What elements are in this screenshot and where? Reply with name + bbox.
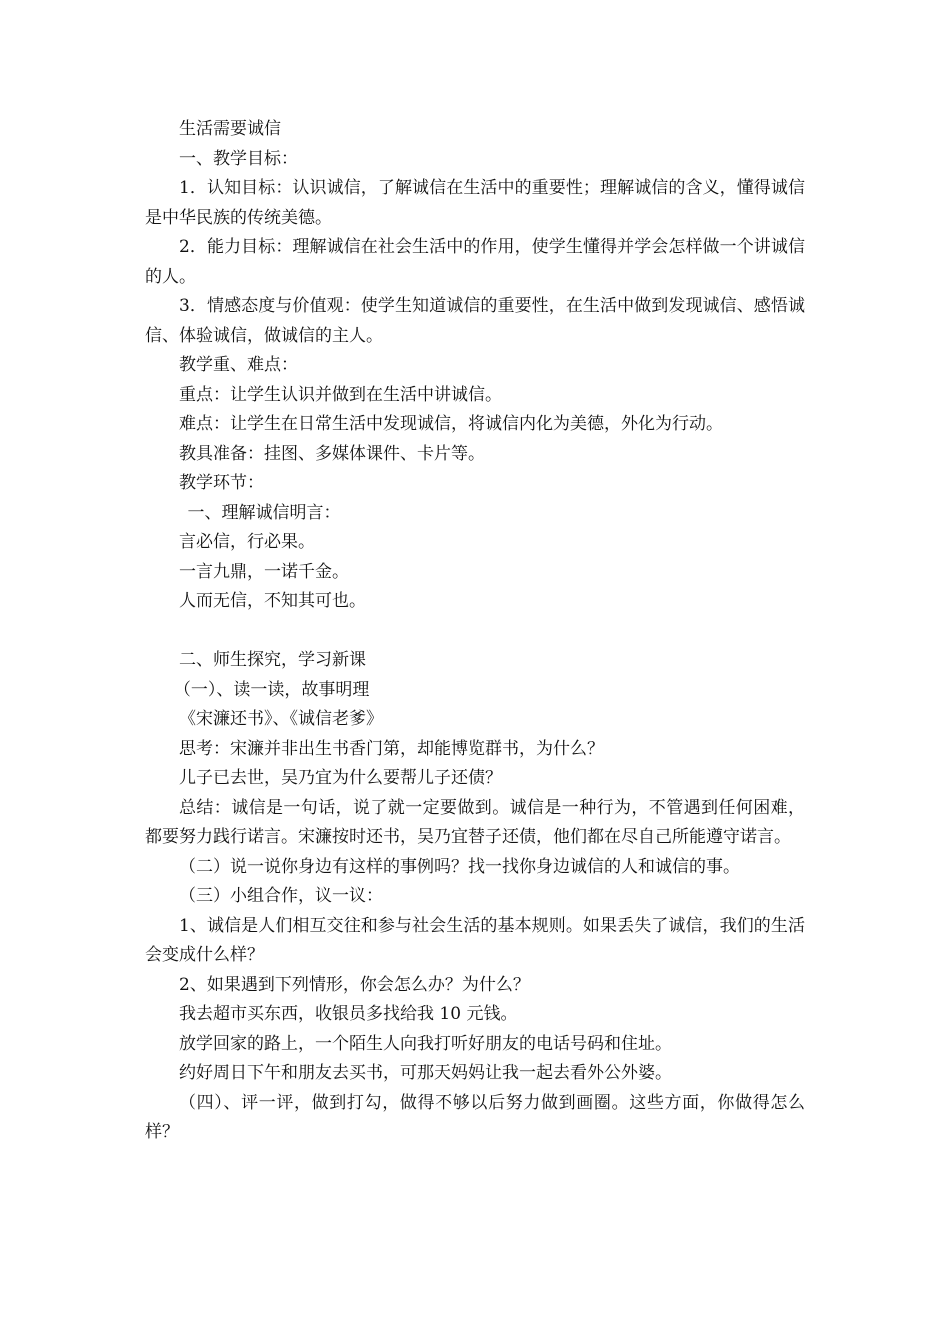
paragraph: 思考：宋濂并非出生书香门第，却能博览群书，为什么？	[179, 738, 604, 759]
section-heading: 一、教学目标：	[179, 148, 298, 169]
section-heading: 二、师生探究，学习新课	[179, 650, 366, 670]
paragraph: 《宋濂还书》、《诚信老爹》	[179, 709, 383, 729]
document-body	[145, 115, 805, 1148]
paragraph: 放学回家的路上，一个陌生人向我打听好朋友的电话号码和住址。	[179, 1033, 672, 1054]
paragraph: 2、如果遇到下列情形，你会怎么办？为什么？	[179, 974, 530, 995]
blank-line	[145, 617, 805, 647]
paragraph: 约好周日下午和朋友去买书，可那天妈妈让我一起去看外公外婆。	[179, 1063, 672, 1083]
section-heading: 一、理解诚信明言：	[187, 502, 341, 523]
subsection-heading: （一）、读一读，故事明理	[173, 679, 370, 700]
subsection-heading: （四）、评一评，做到打勾，做得不够以后努力做到画圈。这些方面，你做得怎么样？	[145, 1092, 805, 1142]
paragraph: 教具准备：挂图、多媒体课件、卡片等。	[179, 443, 485, 464]
paragraph: 儿子已去世，吴乃宜为什么要帮儿子还债？	[179, 768, 502, 788]
document-title: 生活需要诚信	[179, 119, 281, 139]
paragraph: 1．认知目标：认识诚信，了解诚信在生活中的重要性；理解诚信的含义，懂得诚信是中华民族的传统美德。	[145, 178, 805, 228]
paragraph: 3．情感态度与价值观：使学生知道诚信的重要性，在生活中做到发现诚信、感悟诚信、体验诚信，做诚信的主人。	[145, 296, 805, 346]
section-heading: 教学环节：	[179, 473, 264, 493]
subsection-heading: （二）说一说你身边有这样的事例吗？找一找你身边诚信的人和诚信的事。	[179, 856, 740, 877]
paragraph: 重点：让学生认识并做到在生活中讲诚信。	[179, 384, 502, 405]
quote-line: 一言九鼎，一诺千金。	[179, 561, 349, 582]
paragraph: 1、诚信是人们相互交往和参与社会生活的基本规则。如果丢失了诚信，我们的生活会变成什么样？	[145, 915, 805, 965]
subsection-heading: （三）小组合作，议一议：	[179, 886, 383, 906]
paragraph: 2．能力目标：理解诚信在社会生活中的作用，使学生懂得并学会怎样做一个讲诚信的人。	[145, 237, 805, 287]
paragraph: 难点：让学生在日常生活中发现诚信，将诚信内化为美德，外化为行动。	[179, 414, 723, 434]
paragraph: 我去超市买东西，收银员多找给我 10 元钱。	[179, 1004, 518, 1024]
section-heading: 教学重、难点：	[179, 355, 298, 375]
paragraph: 总结：诚信是一句话，说了就一定要做到。诚信是一种行为，不管遇到任何困难，都要努力践行诺言。宋濂按时还书，吴乃宜替子还债，他们都在尽自己所能遵守诺言。	[145, 797, 805, 847]
quote-line: 言必信，行必果。	[179, 532, 315, 552]
quote-line: 人而无信，不知其可也。	[179, 591, 366, 611]
